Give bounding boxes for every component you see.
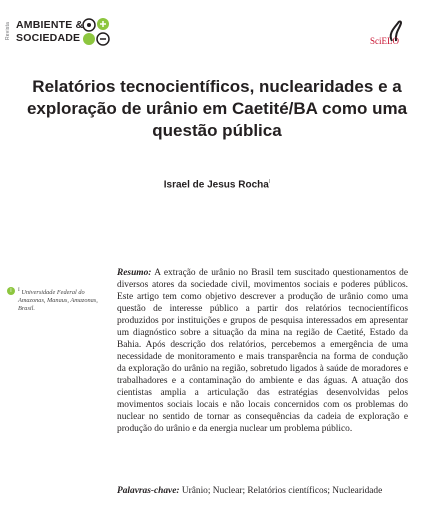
- page-header: [0, 0, 434, 60]
- journal-logo-symbols-icon: [81, 17, 113, 47]
- abstract-text: A extração de urânio no Brasil tem suscitado questionamentos de diversos atores da sociedade civil, movimentos sociais e poderes públicos. Este artigo tem como objetivo descrever a produção de urânio como uma questão de interesse público a partir dos relatórios tecnocientíficos produzidos por instituições e grupos de pesquisa interessados em apresentar um diagnóstico sobre a situação da mina na região de Caetité, Estado da Bahia. Após descrição dos relatórios, percebemos a emergência de uma necessidade de monitoramento e mais transparência na forma de condução da exploração do urânio na região, sobretudo ligados à saúde de moradores e trabalhadores e a contaminação do ambiente e das águas. A atuação dos cientistas amplia a articulação das estratégias desenvolvidas pelos movimentos sociais locais e não locais concernidos com os problemas do nuclear no sentido de tornar as consequências da cadeia de exploração e produção do urânio e da energia nuclear um problema público.: [117, 268, 408, 434]
- article-title: Relatórios tecnocientíficos, nuclearidades e a exploração de urânio em Caetité/BA como uma questão pública: [26, 77, 408, 140]
- keywords-text: Urânio; Nuclear; Relatórios científicos; Nuclearidade: [181, 486, 383, 496]
- scielo-logo[interactable]: [370, 20, 418, 50]
- author-name: Israel de Jesus Rocha: [163, 179, 269, 191]
- affiliation-badge-icon: I: [7, 287, 15, 295]
- scielo-logo-text: SciELO: [370, 36, 399, 46]
- journal-logo[interactable]: [3, 17, 115, 47]
- affiliation: [18, 286, 108, 313]
- affiliation-marker: I: [18, 287, 20, 293]
- abstract: [117, 267, 408, 435]
- author-affiliation-marker: I: [268, 179, 271, 185]
- journal-logo-line1: AMBIENTE &: [16, 19, 84, 31]
- abstract-label: Resumo:: [117, 268, 152, 278]
- keywords-label: Palavras-chave:: [117, 486, 180, 496]
- affiliation-text: Universidade Federal do Amazonas, Manaus, Amazonas, Brasil.: [18, 289, 98, 313]
- journal-logo-small-text: Revista: [5, 21, 11, 41]
- journal-logo-line2: SOCIEDADE: [16, 32, 81, 44]
- author: [0, 179, 434, 190]
- keywords: [117, 485, 417, 497]
